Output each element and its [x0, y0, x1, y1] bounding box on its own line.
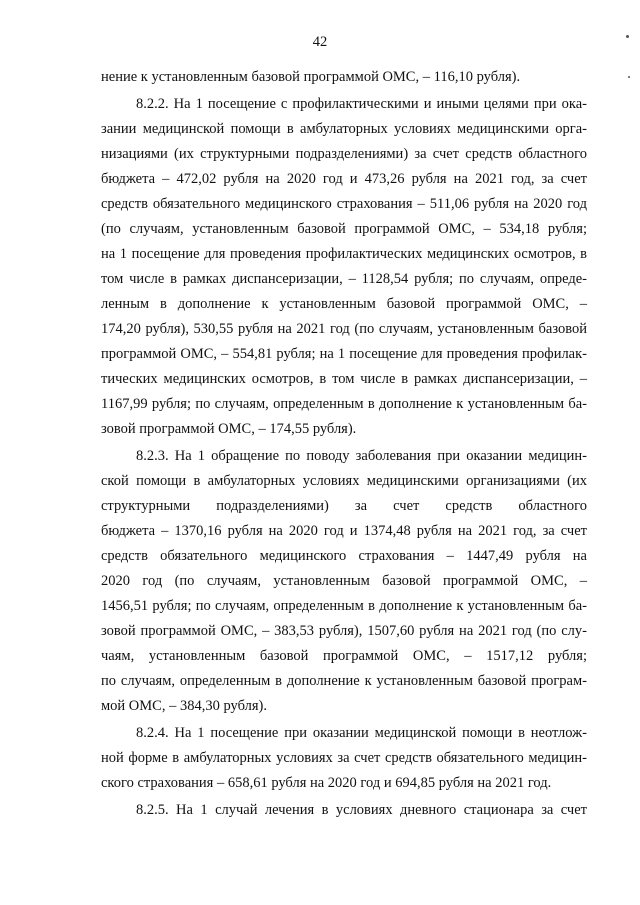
text-line: низациями (их структурными подразделениями) за счет средств областного — [101, 146, 587, 162]
text-line: 1167,99 рубля; по случаям, определенным в дополнение к установленным ба- — [101, 396, 587, 412]
text-line: бюджета – 472,02 рубля на 2020 год и 473,26 рубля на 2021 год, за счет — [101, 171, 587, 187]
text-line: нение к установленным базовой программой ОМС, – 116,10 рубля). — [101, 69, 521, 85]
text-line: по случаям, определенным в дополнение к установленным базовой програм- — [101, 673, 587, 689]
text-line: 2020 год (по случаям, установленным базовой программой ОМС, – — [101, 573, 587, 589]
text-line: тических медицинских осмотров, в том числе в рамках диспансеризации, – — [101, 371, 587, 387]
text-line: средств обязательного медицинского страхования – 1447,49 рубля на — [101, 548, 587, 564]
page-number: 42 — [312, 34, 328, 50]
text-line: бюджета – 1370,16 рубля на 2020 год и 1374,48 рубля на 2021 год, за счет — [101, 523, 587, 539]
text-line: чаям, установленным базовой программой ОМС, – 1517,12 рубля; — [101, 648, 587, 664]
scan-speck — [626, 35, 629, 38]
text-line: 8.2.3. На 1 обращение по поводу заболевания при оказании медицин- — [136, 448, 587, 464]
text-line: 8.2.5. На 1 случай лечения в условиях дневного стационара за счет — [136, 802, 587, 818]
text-line: средств обязательного медицинского страхования – 511,06 рубля на 2020 год — [101, 196, 587, 212]
scan-speck — [628, 76, 630, 78]
text-line: ской помощи в амбулаторных условиях медицинскими организациями (их — [101, 473, 587, 489]
text-line: зовой программой ОМС, – 174,55 рубля). — [101, 421, 357, 437]
text-line: 8.2.4. На 1 посещение при оказании медицинской помощи в неотлож- — [136, 725, 587, 741]
text-line: зании медицинской помощи в амбулаторных условиях медицинскими орга- — [101, 121, 587, 137]
text-line: зовой программой ОМС, – 383,53 рубля), 1507,60 рубля на 2021 год (по слу- — [101, 623, 587, 639]
text-line: 1456,51 рубля; по случаям, определенным в дополнение к установленным ба- — [101, 598, 587, 614]
text-line: том числе в рамках диспансеризации, – 1128,54 рубля; по случаям, опреде- — [101, 271, 587, 287]
text-line: ной форме в амбулаторных условиях за счет средств обязательного медицин- — [101, 750, 587, 766]
text-line: мой ОМС, – 384,30 рубля). — [101, 698, 267, 714]
text-line: структурными подразделениями) за счет средств областного — [101, 498, 587, 514]
text-line: 8.2.2. На 1 посещение с профилактическими и иными целями при ока- — [136, 96, 587, 112]
text-line: программой ОМС, – 554,81 рубля; на 1 посещение для проведения профилак- — [101, 346, 587, 362]
text-line: 174,20 рубля), 530,55 рубля на 2021 год (по случаям, установленным базовой — [101, 321, 587, 337]
text-line: ского страхования – 658,61 рубля на 2020 год и 694,85 рубля на 2021 год. — [101, 775, 552, 791]
text-line: ленным в дополнение к установленным базовой программой ОМС, – — [101, 296, 587, 312]
text-line: на 1 посещение для проведения профилактических медицинских осмотров, в — [101, 246, 587, 262]
text-line: (по случаям, установленным базовой программой ОМС, – 534,18 рубля; — [101, 221, 587, 237]
